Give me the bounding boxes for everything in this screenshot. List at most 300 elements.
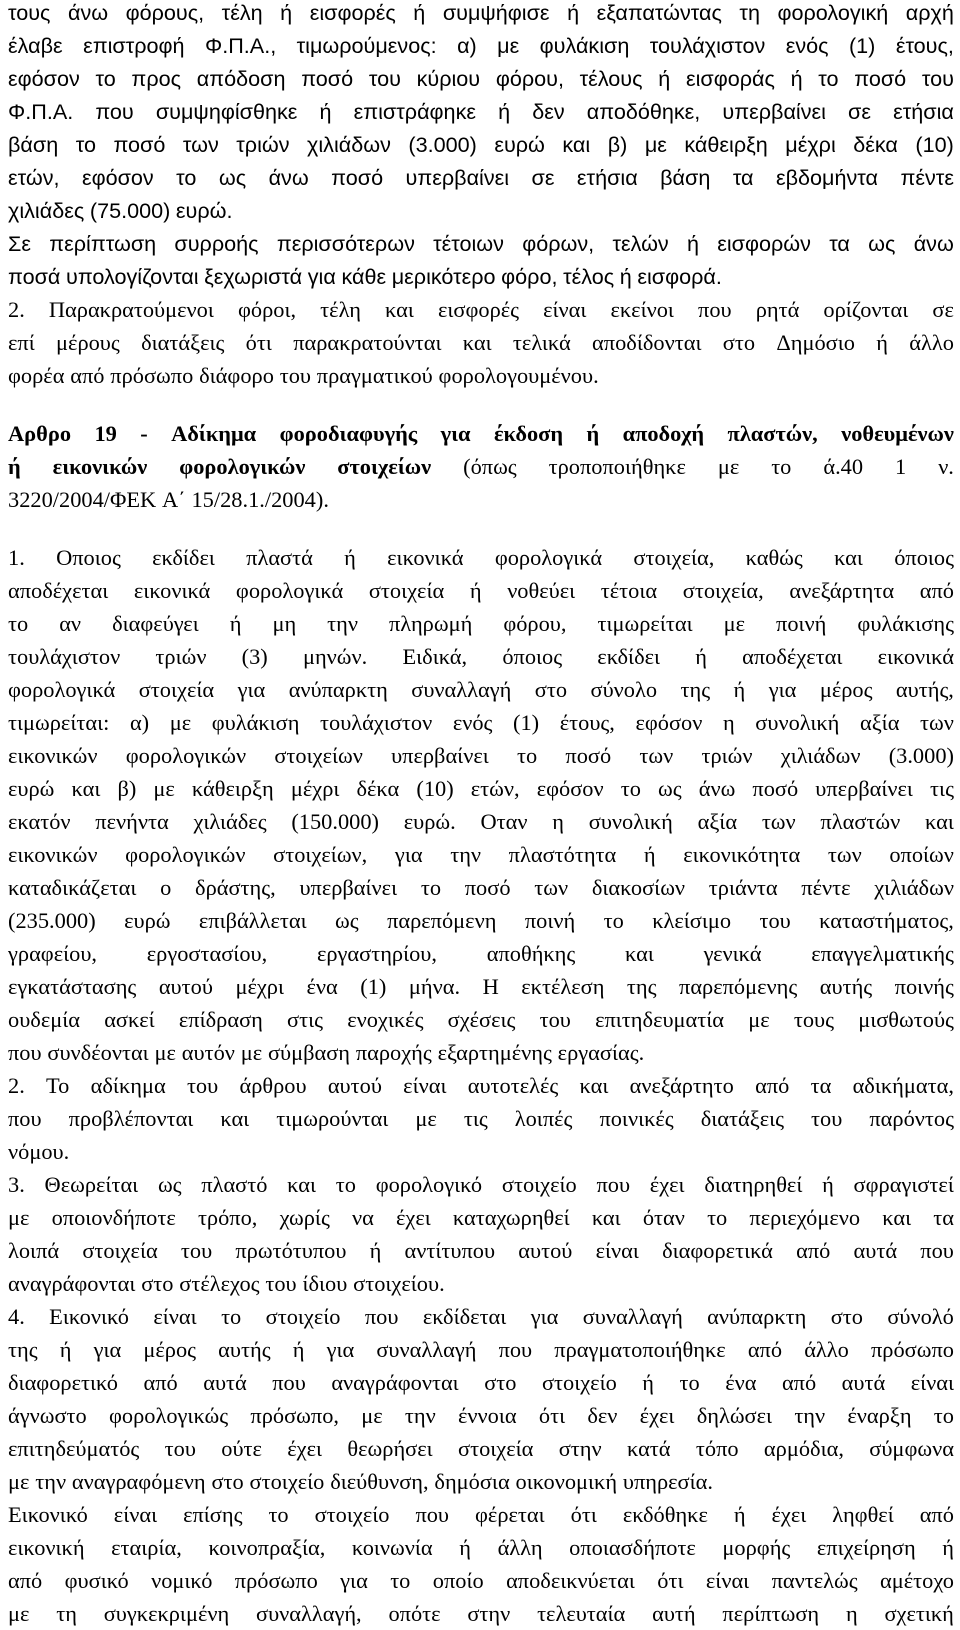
word: το [75, 132, 96, 157]
text-line [0, 838, 960, 871]
word: Α΄ [162, 487, 186, 512]
text-line [0, 450, 960, 483]
word: έχει [649, 1172, 685, 1197]
word: όταν [642, 1205, 685, 1230]
word: και [925, 809, 954, 834]
word: ή [658, 66, 671, 91]
word: που [8, 1040, 42, 1065]
word: μη [272, 611, 297, 636]
word: επαγγελματικής [811, 941, 954, 966]
text-line [0, 161, 960, 194]
word: και [882, 1205, 912, 1230]
word: ή [59, 1337, 72, 1362]
word: επιστροφή [83, 33, 185, 58]
word: ως [868, 231, 896, 256]
word: ποσό [113, 132, 166, 157]
word: οποιονδήποτε [51, 1205, 176, 1230]
word: τελευταία [537, 1601, 626, 1626]
word: δεν [532, 99, 565, 124]
word: ή [459, 1535, 471, 1560]
word: του [265, 1271, 297, 1296]
word: εργοστασίου, [146, 941, 268, 966]
word: διαφεύγει [112, 611, 199, 636]
word: ενοχικές [347, 1007, 424, 1032]
word: αυτής [218, 1337, 271, 1362]
word: παρακρατούνται [293, 330, 442, 355]
word: φορέα [8, 363, 65, 388]
word: χιλιάδων [307, 132, 391, 157]
word: ότι [245, 330, 272, 355]
text-line [0, 0, 960, 29]
word: ετών, [8, 165, 60, 190]
word: καταστήματος, [819, 908, 954, 933]
word: τέτοιων [433, 231, 504, 256]
word: (3) [241, 644, 268, 669]
word: νόμου. [8, 1139, 70, 1164]
word: φορολογουμένου. [438, 363, 599, 388]
word: διατάξεις [141, 330, 225, 355]
word: 3220/2004/ΦΕΚ [8, 487, 157, 512]
word: (όπως [463, 454, 517, 479]
word: αυτού [518, 1238, 573, 1263]
word: εκείνοι [610, 297, 674, 322]
word: και [220, 1106, 250, 1131]
p-withheld [0, 293, 960, 392]
text-line [0, 772, 960, 805]
word: αναγράφονται [331, 1370, 459, 1395]
word: φόρους, [125, 0, 205, 25]
word: συναλλαγή [582, 1304, 683, 1329]
word: πλαστών [820, 809, 901, 834]
p-19-4-b [0, 1498, 960, 1630]
word: (75.000) [89, 198, 171, 223]
word: στοιχεία [458, 1436, 534, 1461]
word: σχετική [884, 1601, 954, 1626]
text-line [0, 1465, 960, 1498]
word: στοιχείων [337, 454, 432, 479]
word: αρχή [905, 0, 954, 25]
word: χιλιάδες [193, 809, 267, 834]
word: το [95, 66, 116, 91]
word: με [723, 611, 746, 636]
word: είναι [403, 1073, 447, 1098]
word: από [919, 1502, 954, 1527]
word: αυτής, [895, 677, 954, 702]
text-line [0, 541, 960, 574]
word: υπερβαίνει [299, 875, 398, 900]
word: αποθήκης [486, 941, 576, 966]
word: ή [822, 1172, 834, 1197]
word: παρόντος [869, 1106, 954, 1131]
text-line [0, 1399, 960, 1432]
word: χιλιάδων [780, 743, 861, 768]
word: τέλους [579, 66, 643, 91]
word: οποίο [432, 1568, 484, 1593]
word: από [755, 1073, 790, 1098]
word: αξία [859, 710, 900, 735]
word: χιλιάδες [8, 198, 85, 223]
word: άνω [268, 165, 309, 190]
word: αποδίδονται [592, 330, 702, 355]
word: στοιχεία, [682, 578, 764, 603]
word: στοιχείου. [353, 1271, 445, 1296]
word: σε [531, 165, 555, 190]
word: εικονικότητα [683, 842, 801, 867]
word: στο [830, 1304, 863, 1329]
word: του [759, 908, 791, 933]
word: 4. [8, 1304, 25, 1329]
word: επιχείρηση [816, 1535, 916, 1560]
word: του [279, 363, 311, 388]
word: 1 [895, 454, 907, 479]
word: συρροής [174, 231, 259, 256]
word: δέκα [356, 776, 400, 801]
word: του [180, 1238, 213, 1263]
word: καθώς [745, 545, 803, 570]
word: ποσό [301, 66, 354, 91]
word: άνω [698, 776, 736, 801]
word: επί [8, 330, 35, 355]
word: των [534, 875, 569, 900]
word: είναι [705, 1568, 750, 1593]
word: ετών, [470, 776, 520, 801]
word: παρεπόμενη [387, 908, 497, 933]
word: αδικήματα, [852, 1073, 954, 1098]
word: διακοσίων [591, 875, 686, 900]
word: ά.40 [823, 454, 864, 479]
word: του [186, 1073, 219, 1098]
word: και [385, 297, 414, 322]
word: τα [732, 165, 754, 190]
word: στις [287, 1007, 324, 1032]
text-line [0, 1432, 960, 1465]
word: φόρου, [503, 611, 567, 636]
word: η [552, 809, 565, 834]
word: με [169, 710, 192, 735]
word: ληφθεί [832, 1502, 894, 1527]
word: που [596, 1172, 631, 1197]
text-line [0, 417, 960, 450]
word: εισφορές [437, 297, 520, 322]
word: η [722, 710, 735, 735]
word: πραγματικού [316, 363, 433, 388]
word: ή [733, 677, 746, 702]
word: εφόσον [536, 776, 604, 801]
word: από [796, 1238, 831, 1263]
word: τριών [236, 132, 290, 157]
text-line [0, 904, 960, 937]
word: αυτοτελές [467, 1073, 559, 1098]
word: ποσό [464, 875, 511, 900]
word: φορολογικό [375, 1172, 483, 1197]
word: στην [467, 1601, 511, 1626]
word: και [625, 941, 654, 966]
word: που [95, 99, 134, 124]
word: νοθευμένων [841, 421, 954, 446]
text-line [0, 640, 960, 673]
word: Εικονικό [49, 1304, 129, 1329]
paragraph-spacer [0, 516, 960, 541]
word: για [340, 1568, 368, 1593]
word: της [8, 1337, 38, 1362]
word: που [272, 1370, 306, 1395]
word: αξία [697, 809, 738, 834]
word: (10) [915, 132, 954, 157]
word: καταχωρηθεί [452, 1205, 570, 1230]
word: τις [930, 776, 954, 801]
word: πρόσωπο [234, 1568, 318, 1593]
word: Παρακρατούμενοι [48, 297, 214, 322]
word: μερικότερο [391, 264, 496, 289]
word: εταιρία, [111, 1535, 182, 1560]
word: εξαρτημένης [437, 1040, 552, 1065]
word: μέρους [56, 330, 120, 355]
article-19-heading [0, 417, 960, 516]
word: ή [319, 99, 332, 124]
word: συμψηφίσθηκε [155, 99, 298, 124]
word: στοιχείο [501, 1172, 577, 1197]
word: με [644, 132, 667, 157]
text-line [0, 128, 960, 161]
word: ανύπαρκτη [288, 677, 388, 702]
word: κατά [626, 1436, 671, 1461]
word: β) [607, 132, 628, 157]
word: αυτά [853, 1238, 898, 1263]
word: άνω [67, 0, 109, 25]
word: εργασίας. [557, 1040, 645, 1065]
word: επιστράφηκε [353, 99, 476, 124]
word: με [153, 776, 175, 801]
word: Ειδικά, [402, 644, 468, 669]
word: σύνολό [887, 1304, 954, 1329]
word: με [497, 33, 520, 58]
word: με [8, 1469, 30, 1494]
word: το [771, 454, 792, 479]
word: ένα [725, 1370, 757, 1395]
word: το [8, 611, 29, 636]
word: τόπο [695, 1436, 739, 1461]
word: το [933, 1403, 954, 1428]
word: (3.000) [888, 743, 954, 768]
word: συγκεκριμένη [103, 1601, 230, 1626]
word: σε [848, 99, 872, 124]
word: για [530, 1304, 559, 1329]
word: του [368, 66, 401, 91]
word: περίπτωση [722, 1601, 820, 1626]
word: τη [56, 1601, 77, 1626]
word: τρόπο, [197, 1205, 258, 1230]
word: της [680, 677, 711, 702]
word: και [562, 132, 591, 157]
word: πρόσωπο [110, 363, 194, 388]
text-line [0, 260, 960, 293]
word: ευρώ [124, 908, 171, 933]
word: φυλάκισης [857, 611, 954, 636]
word: εισφοράς [685, 66, 775, 91]
word: τη [739, 0, 760, 25]
word: εργαστηρίου, [316, 941, 437, 966]
word: παρεπόμενης [679, 974, 798, 999]
word: ανύπαρκτη [707, 1304, 807, 1329]
word: ως [658, 776, 682, 801]
word: τριών [155, 644, 207, 669]
word: α) [129, 710, 150, 735]
word: με [8, 1601, 30, 1626]
word: ρητά [755, 297, 800, 322]
word: αδίκημα [90, 1073, 166, 1098]
word: και [71, 776, 101, 801]
word: εφόσον [8, 66, 80, 91]
word: ή [229, 611, 242, 636]
word: δηλώσει [696, 1403, 773, 1428]
text-line [0, 1036, 960, 1069]
word: πενήντα [95, 809, 169, 834]
p-concurrence [0, 227, 960, 293]
word: τουλάχιστον [320, 710, 433, 735]
text-line [0, 1003, 960, 1036]
word: εικονικά [877, 644, 954, 669]
word: μέχρι [290, 776, 340, 801]
word: κλείσιμο [652, 908, 732, 933]
word: ότι [657, 1568, 684, 1593]
word: χωρίς [279, 1205, 330, 1230]
word: να [351, 1205, 374, 1230]
word: αυτή [652, 1601, 696, 1626]
word: το [268, 1502, 289, 1527]
word: στην [558, 1436, 602, 1461]
word: μηνών. [302, 644, 368, 669]
word: το [818, 66, 839, 91]
word: (10) [416, 776, 454, 801]
word: για [237, 677, 266, 702]
word: ποινής [894, 974, 954, 999]
word: ουδεμία [8, 1007, 80, 1032]
word: στο [484, 1370, 517, 1395]
word: αντίτυπου [404, 1238, 496, 1263]
text-line [0, 607, 960, 640]
word: για [768, 677, 797, 702]
word: τέλη [320, 297, 361, 322]
word: υπηρεσία. [622, 1469, 713, 1494]
word: υπερβαίνει [815, 776, 913, 801]
word: ευρώ. [403, 809, 456, 834]
text-line [0, 326, 960, 359]
text-line [0, 29, 960, 62]
word: χιλιάδων [874, 875, 954, 900]
word: και [462, 330, 492, 355]
word: οποίων [889, 842, 954, 867]
word: το [335, 1172, 356, 1197]
text-line [0, 194, 960, 227]
word: συνολική [755, 710, 840, 735]
text-line [0, 227, 960, 260]
word: εικονική [8, 1535, 85, 1560]
word: ή [8, 454, 21, 479]
word: αυτής [819, 974, 873, 999]
word: β) [117, 776, 137, 801]
word: πέντε [801, 875, 851, 900]
word: (3.000) [408, 132, 477, 157]
word: έναρξη [847, 1403, 912, 1428]
text-line [0, 739, 960, 772]
word: τις [463, 1106, 488, 1131]
word: στοιχείο [541, 1370, 617, 1395]
word: τα [810, 1073, 832, 1098]
word: για [93, 1337, 122, 1362]
word: σύμφωνα [869, 1436, 954, 1461]
text-line [0, 574, 960, 607]
word: (1) [513, 710, 540, 735]
word: είναι [910, 1370, 954, 1395]
word: ανεξάρτητα [789, 578, 895, 603]
word: ή [369, 1238, 382, 1263]
word: εισφορές [309, 0, 396, 25]
word: μισθωτούς [858, 1007, 954, 1032]
word: ίδιου [302, 1271, 348, 1296]
word: το [221, 1304, 242, 1329]
word: τους [793, 1007, 834, 1032]
word: Αρθρο [8, 421, 72, 446]
word: έχει [771, 1502, 807, 1527]
word: από [8, 1568, 43, 1593]
word: εφόσον [635, 710, 703, 735]
word: φορολογικών [125, 842, 246, 867]
word: άνω [913, 231, 954, 256]
word: υπολογίζονται [66, 264, 199, 289]
word: των [827, 842, 862, 867]
word: δράστης, [195, 875, 276, 900]
text-line [0, 1267, 960, 1300]
word: στοιχεία [368, 578, 445, 603]
word: των [639, 743, 674, 768]
word: φορολογικών [125, 743, 247, 768]
word: για [307, 264, 336, 289]
word: αποδεικνύεται [506, 1568, 635, 1593]
word: στοιχείο [314, 1502, 390, 1527]
word: στοιχεία [138, 677, 215, 702]
text-line [0, 1168, 960, 1201]
text-line [0, 1069, 960, 1102]
word: των [761, 809, 796, 834]
text-line [0, 359, 960, 392]
word: ότι [570, 1502, 597, 1527]
word: έχει [287, 1436, 323, 1461]
word: τιμωρείται [597, 611, 693, 636]
word: μήνα. [408, 974, 461, 999]
word: (150.000) [291, 809, 380, 834]
word: αρμόδια, [763, 1436, 844, 1461]
text-line [0, 1366, 960, 1399]
word: φορολογικώς [109, 1403, 229, 1428]
word: ότι [538, 1403, 566, 1428]
word: 19 [94, 421, 117, 446]
word: την [35, 1469, 67, 1494]
word: στοιχείων, [273, 842, 368, 867]
word: μέχρι [235, 974, 284, 999]
word: που [498, 1337, 533, 1362]
word: μέρος [143, 1337, 197, 1362]
word: εγκατάστασης [8, 974, 137, 999]
word: με [361, 1403, 383, 1428]
word: στοιχείο [249, 1469, 325, 1494]
word: μέχρι [785, 132, 836, 157]
word: ή [292, 1337, 305, 1362]
p-penalties-cont [0, 0, 960, 227]
word: ποσό [752, 776, 799, 801]
word: λοιπά [8, 1238, 60, 1263]
word: τέτοια [600, 578, 658, 603]
word: συνολική [588, 809, 673, 834]
